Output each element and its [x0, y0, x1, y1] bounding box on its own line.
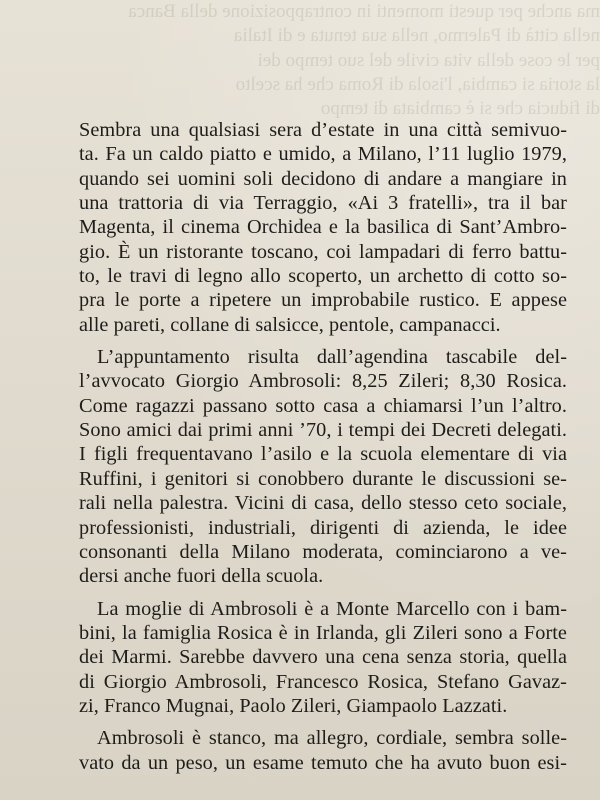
paragraph-1: [79, 118, 567, 337]
text-line: to, le travi di legno allo scoperto, un archetto di cotto so-: [79, 265, 567, 288]
bleed-line: la storia si cambia, l'isola di Roma che ha scelto: [235, 73, 600, 95]
text-line: Sembra una qualsiasi sera d’estate in una città semivuo-: [79, 119, 567, 141]
text-line: Ruffini, i genitori si conobbero durante le discussioni se-: [79, 467, 567, 490]
text-line: Magenta, il cinema Orchidea e la basilica di Sant’Ambro-: [79, 216, 567, 239]
text-line: I figli frequentavano l’asilo e la scuola elementare di via: [79, 443, 567, 466]
bleed-line: ma anche per questi momenti in contrapposizione della Banca: [128, 1, 600, 22]
text-line: Come ragazzi passano sotto casa a chiamarsi l’un l’altro.: [79, 394, 567, 417]
bleed-line: nella città di Palermo, nella sua tenuta e di Italia: [233, 25, 600, 47]
text-line: La moglie di Ambrosoli è a Monte Marcello con i bam-: [97, 597, 567, 620]
text-line: ta. Fa un caldo piatto e umido, a Milano, l’11 luglio 1979,: [79, 143, 567, 166]
text-line: gio. È un ristorante toscano, coi lampadari di ferro battu-: [79, 240, 567, 263]
text-line: dersi anche fuori della scuola.: [79, 565, 324, 588]
text-line: Sono amici dai primi anni ’70, i tempi dei Decreti delegati.: [79, 419, 567, 442]
text-line: Ambrosoli è stanco, ma allegro, cordiale, sembra solle-: [97, 727, 567, 750]
text-line: vato da un peso, un esame temuto che ha avuto buon esi-: [79, 751, 567, 774]
text-line: alle pareti, collane di salsicce, pentole, campanacci.: [79, 313, 501, 336]
body-text: [79, 118, 567, 783]
text-line: L’appuntamento risulta dall’agendina tascabile del-: [97, 346, 567, 369]
text-line: professionisti, industriali, dirigenti di azienda, le idee: [79, 516, 567, 539]
paragraph-4: [79, 726, 567, 775]
text-line: bini, la famiglia Rosica è in Irlanda, gli Zileri sono a Forte: [79, 621, 567, 644]
bleed-line: per le cose della vita civile del suo tempo dei: [257, 49, 600, 71]
paragraph-2: [79, 345, 567, 588]
text-line: zi, Franco Mugnai, Paolo Zileri, Giampaolo Lazzati.: [79, 694, 508, 717]
text-line: di Giorgio Ambrosoli, Francesco Rosica, Stefano Gavaz-: [79, 670, 567, 693]
text-line: rali nella palestra. Vicini di casa, dello stesso ceto sociale,: [79, 492, 567, 515]
paragraph-3: [79, 597, 567, 719]
text-line: dei Marmi. Sarebbe davvero una cena senza storia, quella: [79, 646, 567, 669]
text-line: pra le porte a ripetere un improbabile rustico. E appese: [79, 289, 567, 312]
text-line: l’avvocato Giorgio Ambrosoli: 8,25 Zileri; 8,30 Rosica.: [79, 370, 567, 393]
text-line: quando sei uomini soli decidono di andare a mangiare in: [79, 167, 567, 190]
text-line: consonanti della Milano moderata, cominciarono a ve-: [79, 540, 567, 563]
bleed-line: di fiducia che si è cambiata di tempo: [320, 98, 600, 120]
bleed-through-text: [80, 0, 600, 121]
text-line: una trattoria di via Terraggio, «Ai 3 fratelli», tra il bar: [79, 192, 567, 215]
